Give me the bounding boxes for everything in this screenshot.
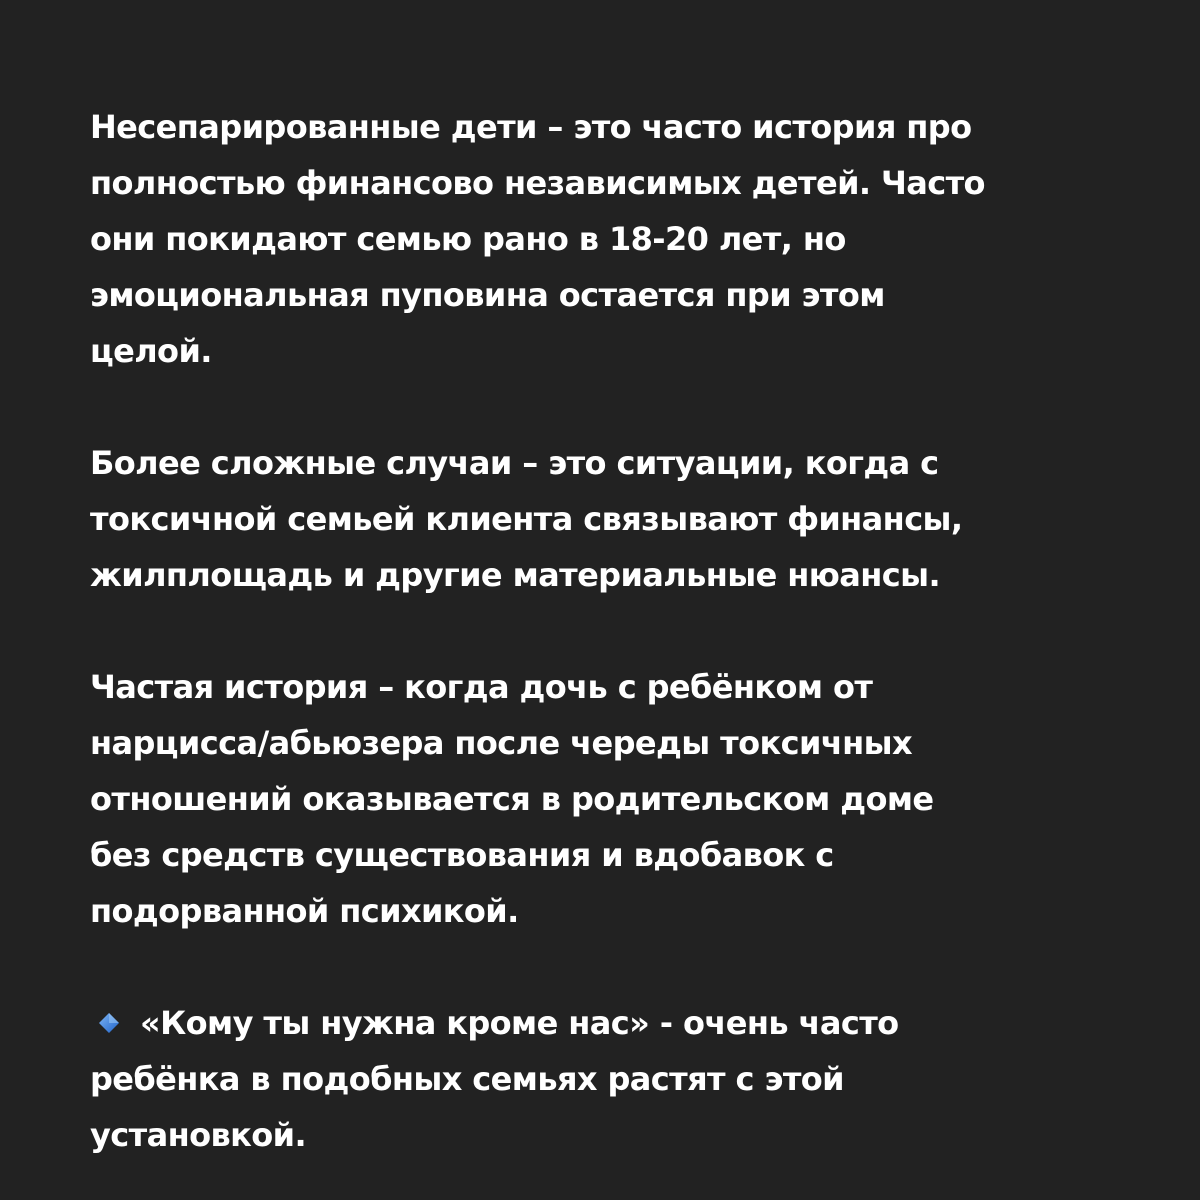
small-blue-diamond-icon bbox=[98, 1012, 120, 1034]
paragraph-complex-cases: Более сложные случаи – это ситуации, когда с токсичной семьей клиента связывают финансы, жилплощадь и другие материальные нюансы. bbox=[90, 444, 963, 594]
bullet-paragraph bbox=[90, 995, 1110, 1163]
bullet-text: «Кому ты нужна кроме нас» - очень часто ребёнка в подобных семьях растят с этой установкой. bbox=[90, 1004, 899, 1154]
paragraph-common-story: Частая история – когда дочь с ребёнком от нарцисса/абьюзера после череды токсичных отношений оказывается в родительском доме без средств существования и вдобавок с подорванной психикой. bbox=[90, 668, 934, 930]
paragraph-unseparated-children: Несепарированные дети – это часто история про полностью финансово независимых детей. Часто они покидают семью рано в 18-20 лет, но эмоциональная пуповина остается при этом целой. bbox=[90, 108, 985, 370]
